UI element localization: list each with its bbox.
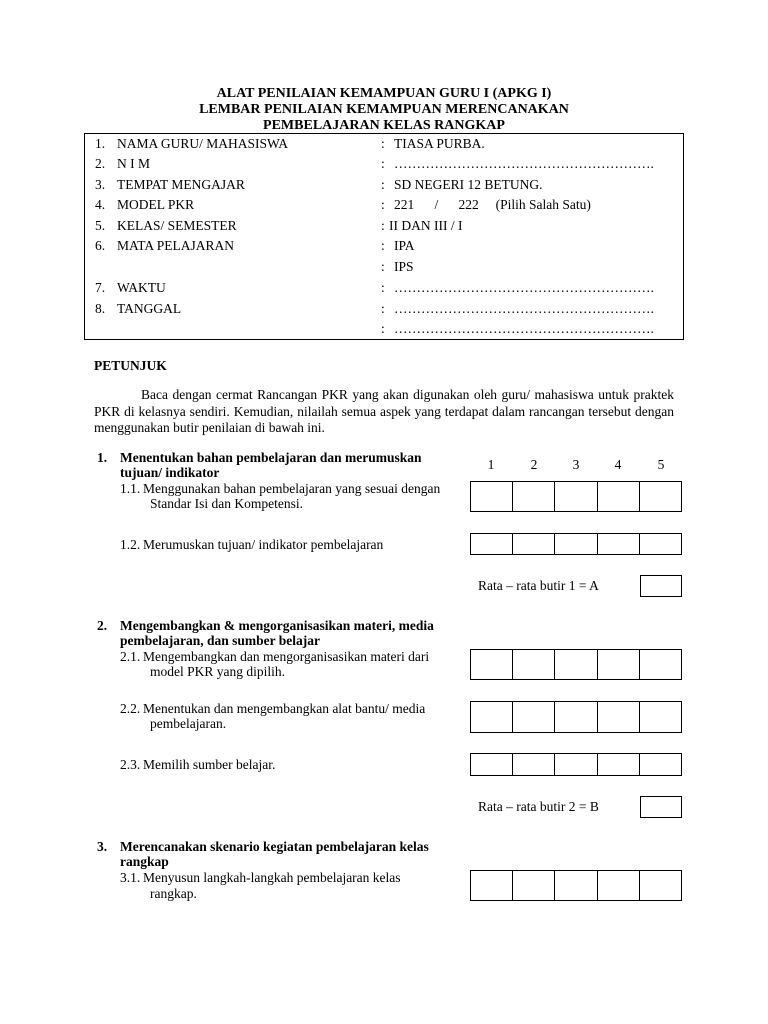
score-cell[interactable] (640, 754, 681, 775)
info-label: MATA PELAJARAN (117, 238, 235, 253)
title-line-1: ALAT PENILAIAN KEMAMPUAN GURU I (APKG I) (216, 86, 552, 101)
score-cell[interactable] (471, 754, 513, 775)
item-text: Merumuskan tujuan/ indikator pembelajaran (143, 537, 384, 552)
scale-5: 5 (657, 457, 665, 472)
info-sep: : (381, 156, 385, 171)
score-cell[interactable] (513, 754, 555, 775)
info-sep: : (381, 197, 385, 212)
scale-4: 4 (614, 457, 622, 472)
info-value-name[interactable]: TIASA PURBA. (394, 136, 485, 151)
score-cell[interactable] (555, 482, 597, 511)
item-number: 3.1. (120, 870, 141, 885)
info-num: 2. (95, 156, 106, 171)
score-cell[interactable] (555, 702, 597, 732)
info-label: NAMA GURU/ MAHASISWA (117, 136, 289, 151)
info-num: 7. (95, 280, 106, 295)
info-sep: : (381, 259, 385, 274)
section-title: pembelajaran, dan sumber belajar (120, 633, 321, 648)
score-grid-1-2 (470, 533, 682, 555)
scale-2: 2 (530, 457, 538, 472)
item-text: Memilih sumber belajar. (143, 757, 276, 772)
score-cell[interactable] (555, 534, 597, 554)
score-cell[interactable] (640, 702, 681, 732)
title-line-3: PEMBELAJARAN KELAS RANGKAP (263, 118, 505, 133)
info-sep: : (381, 218, 385, 233)
info-num: 8. (95, 301, 106, 316)
info-label: KELAS/ SEMESTER (117, 218, 237, 233)
item-text: Standar Isi dan Kompetensi. (150, 496, 303, 511)
info-sep: : (381, 136, 385, 151)
score-grid-2-3 (470, 753, 682, 776)
item-number: 1.2. (120, 537, 141, 552)
identity-box (84, 133, 684, 340)
info-value-school[interactable]: SD NEGERI 12 BETUNG. (394, 177, 543, 192)
info-label: N I M (117, 156, 150, 171)
section-number: 1. (97, 450, 108, 465)
score-cell[interactable] (640, 650, 681, 679)
score-cell[interactable] (598, 702, 640, 732)
score-cell[interactable] (471, 871, 513, 900)
title-line-2: LEMBAR PENILAIAN KEMAMPUAN MERENCANAKAN (199, 102, 569, 117)
score-cell[interactable] (513, 534, 555, 554)
info-value-class[interactable]: II DAN III / I (389, 218, 463, 233)
info-num: 6. (95, 238, 106, 253)
item-text: Menentukan dan mengembangkan alat bantu/ media (143, 701, 426, 716)
score-cell[interactable] (555, 754, 597, 775)
info-value-time[interactable]: …………………………………………………. (394, 280, 654, 295)
item-number: 2.3. (120, 757, 141, 772)
average-box-a[interactable] (640, 575, 682, 597)
score-cell[interactable] (471, 702, 513, 732)
score-cell[interactable] (513, 702, 555, 732)
average-box-b[interactable] (640, 796, 682, 818)
score-cell[interactable] (471, 482, 513, 511)
info-value-date[interactable]: …………………………………………………. (394, 301, 654, 316)
info-num: 3. (95, 177, 106, 192)
info-label: TEMPAT MENGAJAR (117, 177, 245, 192)
item-text: Menyusun langkah-langkah pembelajaran kelas (143, 870, 401, 885)
score-grid-2-2 (470, 701, 682, 733)
score-cell[interactable] (598, 534, 640, 554)
info-value-model[interactable]: 221 / 222 (Pilih Salah Satu) (394, 197, 591, 212)
score-cell[interactable] (598, 650, 640, 679)
score-cell[interactable] (640, 534, 681, 554)
score-grid-1-1 (470, 481, 682, 512)
info-num: 4. (95, 197, 106, 212)
info-label: MODEL PKR (117, 197, 195, 212)
score-cell[interactable] (471, 534, 513, 554)
petunjuk-heading: PETUNJUK (94, 358, 167, 373)
score-grid-3-1 (470, 870, 682, 901)
info-sep: : (381, 280, 385, 295)
section-number: 2. (97, 618, 108, 633)
item-number: 2.1. (120, 649, 141, 664)
info-sep: : (381, 177, 385, 192)
section-title: Menentukan bahan pembelajaran dan merumuskan (120, 450, 422, 465)
item-text: rangkap. (150, 886, 197, 901)
average-label: Rata – rata butir 2 = B (478, 799, 599, 814)
section-title: Mengembangkan & mengorganisasikan materi, media (120, 618, 434, 633)
info-num: 1. (95, 136, 106, 151)
info-value-subject-2[interactable]: IPS (394, 259, 414, 274)
average-label: Rata – rata butir 1 = A (478, 578, 599, 593)
score-cell[interactable] (555, 871, 597, 900)
score-cell[interactable] (513, 871, 555, 900)
petunjuk-text: Baca dengan cermat Rancangan PKR yang akan digunakan oleh guru/ mahasiswa untuk praktek PKR di kelasnya sendiri. Kemudian, nilailah semua aspek yang terdapat dalam rancangan tersebut dengan menggunakan butir penilaian di bawah ini. (94, 387, 674, 435)
info-sep: : (381, 238, 385, 253)
scale-1: 1 (487, 457, 495, 472)
info-num: 5. (95, 218, 106, 233)
item-text: pembelajaran. (150, 716, 227, 731)
info-sep: : (381, 321, 385, 336)
section-number: 3. (97, 839, 108, 854)
score-cell[interactable] (598, 482, 640, 511)
info-sep: : (381, 301, 385, 316)
score-cell[interactable] (640, 871, 681, 900)
item-number: 1.1. (120, 481, 141, 496)
info-value-nim[interactable]: …………………………………………………. (394, 156, 654, 171)
score-cell[interactable] (598, 754, 640, 775)
item-text: Menggunakan bahan pembelajaran yang sesuai dengan (143, 481, 441, 496)
item-text: model PKR yang dipilih. (150, 664, 285, 679)
scale-3: 3 (572, 457, 580, 472)
info-label: TANGGAL (117, 301, 182, 316)
score-cell[interactable] (640, 482, 681, 511)
score-cell[interactable] (513, 482, 555, 511)
score-grid-2-1 (470, 649, 682, 680)
info-value-subject-1[interactable]: IPA (394, 238, 415, 253)
item-number: 2.2. (120, 701, 141, 716)
info-value-extra[interactable]: …………………………………………………. (394, 321, 654, 336)
section-title: rangkap (120, 854, 169, 869)
score-cell[interactable] (513, 650, 555, 679)
score-cell[interactable] (598, 871, 640, 900)
score-cell[interactable] (471, 650, 513, 679)
info-label: WAKTU (117, 280, 166, 295)
section-title: Merencanakan skenario kegiatan pembelajaran kelas (120, 839, 429, 854)
item-text: Mengembangkan dan mengorganisasikan materi dari (143, 649, 430, 664)
score-cell[interactable] (555, 650, 597, 679)
section-title: tujuan/ indikator (120, 465, 220, 480)
